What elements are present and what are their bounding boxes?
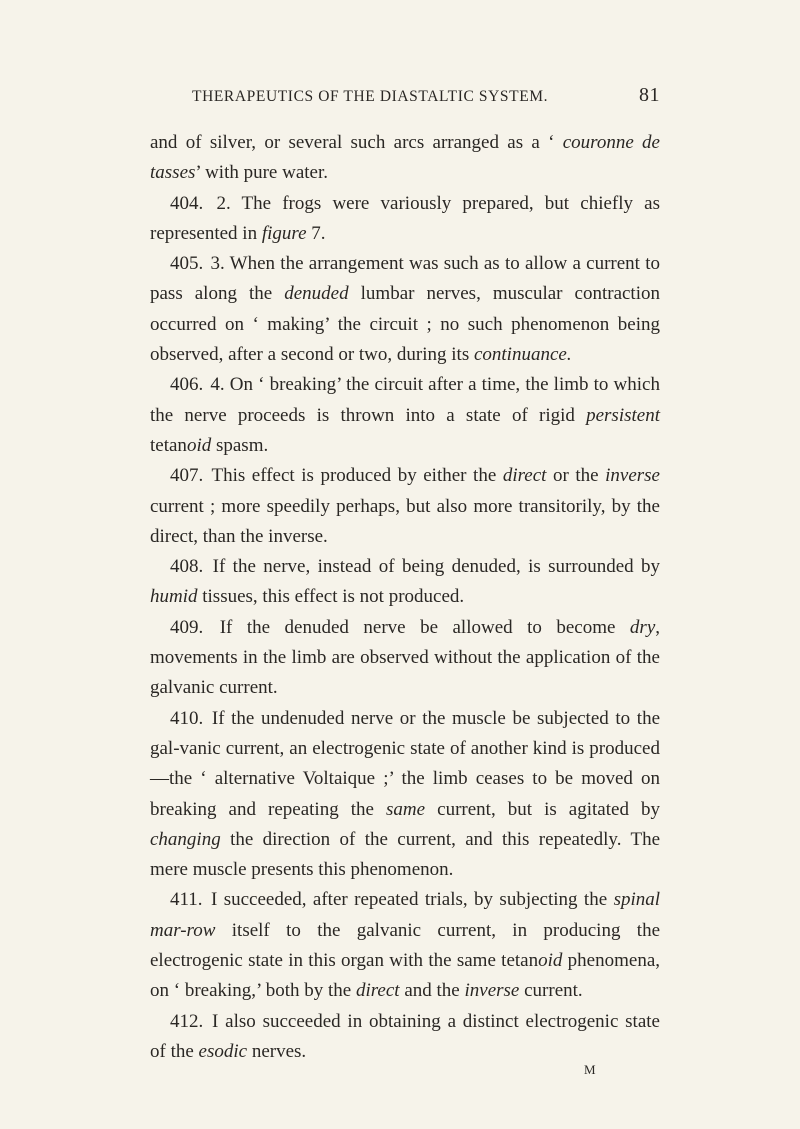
italic-text: esodic (198, 1040, 248, 1062)
italic-text: direct (502, 465, 547, 487)
text-segment: itself to the galvanic current, in producing the electrogenic state in this organ with the same tetan (150, 919, 660, 972)
numbered-paragraph (150, 189, 660, 250)
numbered-paragraph (150, 249, 660, 370)
italic-text: direct (355, 980, 400, 1002)
text-segment: and of silver, or several such arcs arranged as a ‘ (150, 132, 563, 153)
paragraph-number: 412. (170, 1010, 204, 1032)
italic-text: humid (150, 586, 198, 608)
text-segment: 7. (306, 222, 326, 244)
italic-text: denuded (284, 283, 349, 305)
numbered-paragraph (150, 552, 660, 613)
italic-text: dry (629, 616, 656, 638)
numbered-paragraph (150, 1007, 660, 1068)
text-segment: I also succeeded in obtaining a distinct electrogenic state of the (150, 1010, 660, 1062)
text-segment: or the (546, 465, 606, 487)
body-text (150, 128, 660, 1067)
italic-text: continuance. (473, 344, 572, 366)
page-header (150, 84, 660, 108)
italic-text: figure (261, 222, 307, 244)
continuation-paragraph (150, 128, 660, 189)
text-segment: If the denuded nerve be allowed to become (219, 616, 630, 638)
page-number: 81 (639, 84, 660, 106)
numbered-paragraph (150, 704, 660, 886)
signature-mark: M (584, 1062, 597, 1077)
italic-text: persistent (586, 404, 660, 426)
text-segment: phenomena, on ‘ breaking,’ both by the (150, 950, 661, 1002)
text-segment: and the (399, 980, 465, 1002)
text-segment: This effect is produced by either the (211, 465, 503, 487)
paragraph-number: 409. (170, 616, 204, 638)
italic-text: changing (150, 828, 221, 850)
numbered-paragraph (150, 461, 660, 552)
numbered-paragraph (150, 613, 660, 704)
text-segment: nerves. (247, 1040, 307, 1062)
paragraph-number: 405. (170, 253, 204, 275)
text-segment: tetan (150, 434, 187, 456)
numbered-paragraph (150, 885, 660, 1006)
text-segment: , movements in the limb are observed without the application of the galvanic current. (150, 616, 660, 699)
italic-text: inverse (464, 980, 520, 1002)
paragraph-number: 408. (170, 556, 204, 578)
text-segment: 4. On ‘ breaking’ the circuit after a time, the limb to which the nerve proceeds is thrown into a state of rigid (150, 374, 660, 426)
italic-text: same (386, 798, 426, 820)
text-segment: If the undenuded nerve or the muscle be subjected to the gal-vanic current, an electrogenic state of another kind is produced—the ‘ alternative Voltaique ;’ the limb ceases to be moved on breaking and repeating the (150, 707, 660, 820)
italic-text: spinal mar-row (150, 889, 661, 941)
running-head: THERAPEUTICS OF THE DIASTALTIC SYSTEM. (192, 88, 549, 105)
text-segment: 3. When the arrangement was such as to allow a current to pass along the (150, 253, 660, 305)
italic-text: oid (538, 950, 563, 972)
text-segment: current. (519, 980, 583, 1002)
italic-text: inverse (605, 465, 660, 487)
text-segment: the direction of the current, and this repeatedly. The mere muscle presents this phenomenon. (150, 828, 660, 881)
paragraph-number: 407. (170, 465, 204, 487)
italic-text: couronne de tasses (150, 132, 660, 184)
text-segment: tissues, this effect is not produced. (197, 586, 465, 608)
paragraph-number: 404. (170, 192, 204, 214)
text-segment: current ; more speedily perhaps, but also more transitorily, by the direct, than the inverse. (150, 495, 660, 547)
text-segment: If the nerve, instead of being denuded, is surrounded by (212, 556, 661, 578)
italic-text: oid (186, 434, 212, 456)
numbered-paragraph (150, 370, 660, 461)
text-segment: lumbar nerves, muscular contraction occurred on ‘ making’ the circuit ; no such phenomenon being observed, after a second or two, during its (150, 283, 660, 366)
paragraph-number: 406. (170, 374, 204, 396)
text-segment: I succeeded, after repeated trials, by subjecting the (210, 889, 614, 911)
text-segment: ’ with pure water. (195, 162, 329, 184)
paragraph-number: 410. (170, 707, 204, 729)
text-segment: current, but is agitated by (425, 798, 660, 820)
paragraph-number: 411. (170, 889, 203, 911)
text-segment: spasm. (211, 434, 269, 456)
text-segment: 2. The frogs were variously prepared, but chiefly as represented in (150, 192, 661, 244)
